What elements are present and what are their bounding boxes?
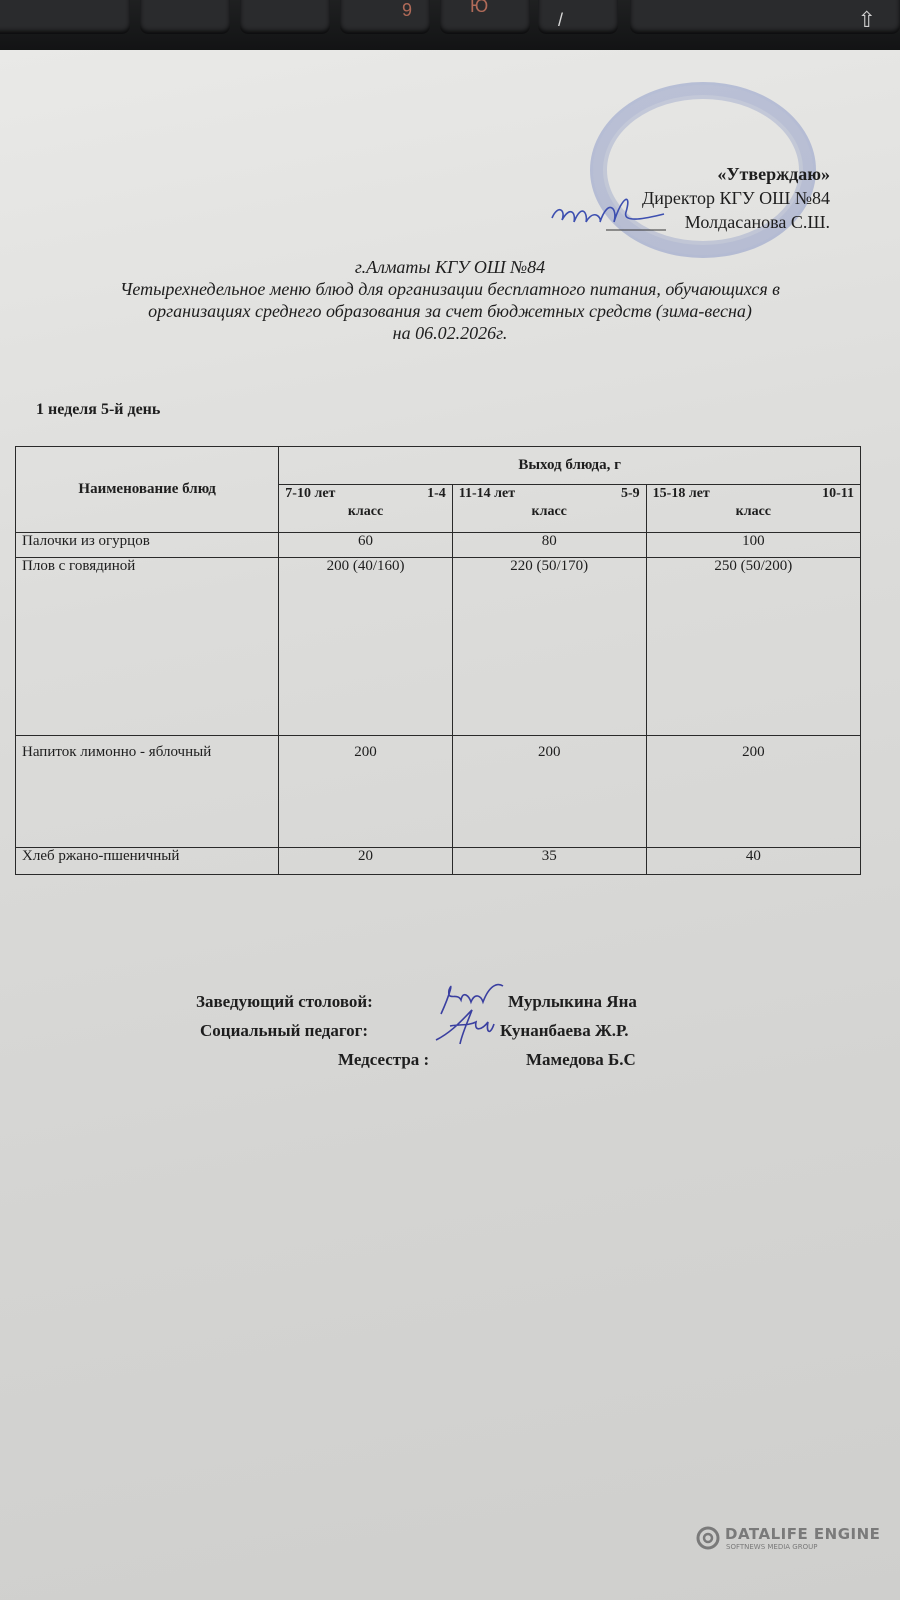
signature-name: Мамедова Б.С (526, 1050, 636, 1069)
signature-role: Социальный педагог: (200, 1021, 369, 1040)
table-row (16, 848, 861, 875)
dish-cell: Хлеб ржано-пшеничный (16, 848, 279, 875)
watermark-subtitle: SOFTNEWS MEDIA GROUP (726, 1543, 818, 1551)
age-group-cell: 15-18 лет 10-11 класс (646, 485, 860, 533)
date-line: на 06.02.2026г. (392, 323, 508, 343)
keyboard-key: Ю (440, 0, 530, 34)
dish-cell: Палочки из огурцов (16, 533, 279, 558)
social-pedagogue-signature-icon (432, 1004, 507, 1052)
value-cell: 40 (646, 848, 860, 875)
value-cell: 200 (279, 736, 452, 848)
title-line-2: организациях среднего образования за счет бюджетных средств (зима-весна) (148, 301, 752, 321)
keyboard-key (0, 0, 130, 34)
table-row (16, 558, 861, 736)
approval-position: Директор КГУ ОШ №84 (641, 188, 830, 208)
table-header-row (16, 447, 861, 485)
value-cell: 35 (452, 848, 646, 875)
approval-block (642, 162, 830, 234)
keyboard-key (240, 0, 330, 34)
table-row (16, 736, 861, 848)
value-cell: 60 (279, 533, 452, 558)
signature-name: Кунанбаева Ж.Р. (500, 1021, 629, 1040)
signature-role: Заведующий столовой: (196, 992, 373, 1011)
value-cell: 80 (452, 533, 646, 558)
shift-icon: ⇧ (857, 8, 876, 33)
value-cell: 250 (50/200) (646, 558, 860, 736)
keyboard-background (0, 0, 900, 52)
value-cell: 200 (40/160) (279, 558, 452, 736)
dish-cell: Напиток лимонно - яблочный (16, 736, 279, 848)
keyboard-key (140, 0, 230, 34)
value-cell: 100 (646, 533, 860, 558)
value-cell: 220 (50/170) (452, 558, 646, 736)
dish-name-header: Наименование блюд (16, 447, 279, 533)
signature-name: Мурлыкина Яна (508, 992, 637, 1011)
value-cell: 20 (279, 848, 452, 875)
approval-name: Молдасанова С.Ш. (684, 212, 830, 232)
value-cell: 200 (646, 736, 860, 848)
menu-table (15, 446, 861, 875)
datalife-logo-icon (695, 1525, 721, 1551)
yield-header: Выход блюда, г (279, 447, 861, 485)
dish-cell: Плов с говядиной (16, 558, 279, 736)
title-line-1: Четырехнедельное меню блюд для организации бесплатного питания, обучающихся в (120, 279, 780, 299)
value-cell: 200 (452, 736, 646, 848)
age-group-cell: 11-14 лет 5-9 класс (452, 485, 646, 533)
approval-title: «Утверждаю» (717, 164, 830, 184)
keyboard-key: / (538, 0, 618, 34)
signature-role: Медсестра : (338, 1050, 430, 1069)
watermark-title: DATALIFE ENGINE (725, 1525, 881, 1543)
document-header (0, 256, 900, 344)
org-line: г.Алматы КГУ ОШ №84 (354, 257, 546, 277)
keyboard-key: 9 (340, 0, 430, 34)
week-day-label: 1 неделя 5-й день (36, 401, 161, 418)
age-group-cell: 7-10 лет 1-4 класс (279, 485, 452, 533)
table-row (16, 533, 861, 558)
